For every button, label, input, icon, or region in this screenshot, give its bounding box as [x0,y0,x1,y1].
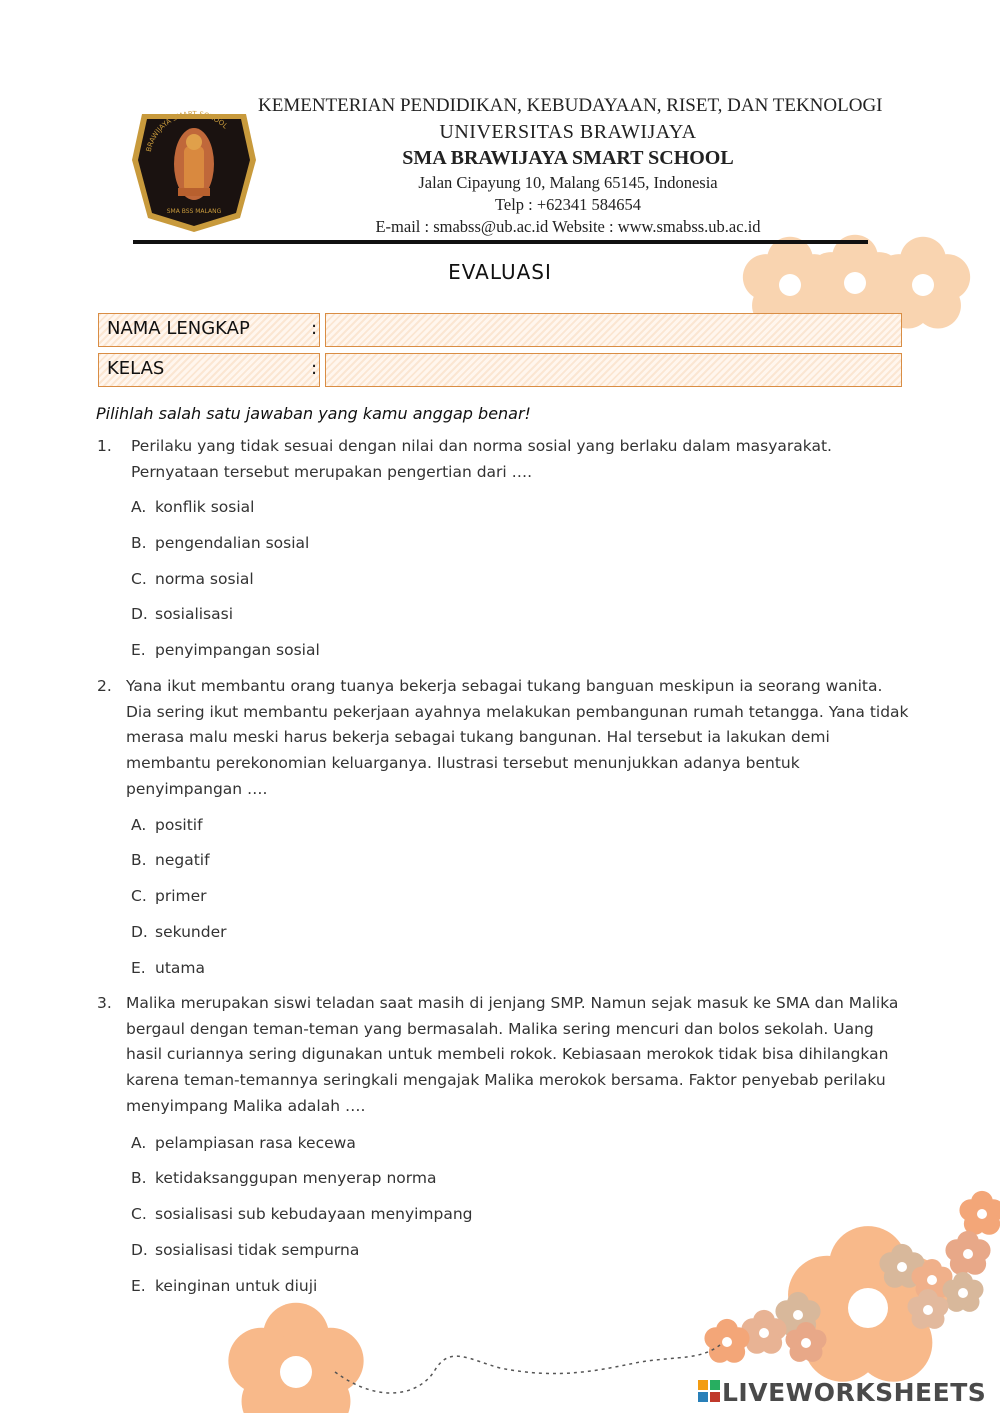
answer-option[interactable]: D. sekunder [131,923,227,941]
answer-option[interactable]: B. pengendalian sosial [131,534,310,552]
class-label: KELAS [107,358,165,379]
ministry-line: KEMENTERIAN PENDIDIKAN, KEBUDAYAAN, RISET, DAN TEKNOLOGI [258,95,883,116]
question-text: Malika merupakan siswi teladan saat masih di jenjang SMP. Namun sejak masuk ke SMA dan Malika bergaul dengan teman-teman yang bermasalah. Malika sering mencuri dan bolos sekolah. Uang hasil curiannya sering digunakan untuk membeli rokok. Kebiasaan merokok tidak bisa dihilangkan karena teman-temannya seringkali mengajak Malika merokok bersama. Faktor penyebab perilaku menyimpang Malika adalah …. [126,994,899,1115]
answer-option[interactable]: C. primer [131,887,207,905]
name-label: NAMA LENGKAP [107,318,250,339]
answer-option[interactable]: A. positif [131,816,203,834]
dashed-trail [335,1345,720,1393]
contact-line: E-mail : smabss@ub.ac.id Website : www.smabss.ub.ac.id [375,217,761,236]
answer-option[interactable]: E. utama [131,959,205,977]
name-input[interactable] [325,313,902,347]
phone-line: Telp : +62341 584654 [494,195,642,214]
flower-icon [704,1191,1000,1382]
answer-option[interactable]: E. keinginan untuk diuji [131,1277,318,1295]
liveworksheets-logo-icon [698,1380,720,1402]
answer-option[interactable]: E. penyimpangan sosial [131,641,320,659]
header-rule [133,240,868,244]
answer-option[interactable]: D. sosialisasi [131,605,234,623]
question-number: 2. [97,677,112,695]
university-line: UNIVERSITAS BRAWIJAYA [439,121,697,143]
answer-option[interactable]: A. konflik sosial [131,498,255,516]
school-logo [128,100,260,235]
answer-option[interactable]: D. sosialisasi tidak sempurna [131,1241,360,1259]
answer-option[interactable]: C. norma sosial [131,570,254,588]
name-label-box [98,313,320,347]
flower-icon [228,1303,363,1413]
question-text: Yana ikut membantu orang tuanya bekerja sebagai tukang banguan meskipun ia seorang wanita. Dia sering ikut membantu pekerjaan ayahnya melakukan pembangunan rumah tetangga. Yana tidak merasa malu meski harus bekerja sebagai tukang bangunan. Hal tersebut ia lakukan demi membantu perekonomian keluarganya. Ilustrasi tersebut menunjukkan adanya bentuk penyimpangan …. [126,677,909,798]
class-colon: : [311,358,318,379]
class-input[interactable] [325,353,902,387]
logo-text-top: BRAWIJAYA SMART SCHOOL [144,109,230,153]
answer-option[interactable]: B. ketidaksanggupan menyerap norma [131,1169,437,1187]
question-text: Perilaku yang tidak sesuai dengan nilai dan norma sosial yang berlaku dalam masyarakat. Pernyataan tersebut merupakan pengertian dari …. [131,437,832,481]
question-number: 1. [97,437,112,455]
instruction-text: Pilihlah salah satu jawaban yang kamu anggap benar! [96,404,531,423]
school-name-line: SMA BRAWIJAYA SMART SCHOOL [402,147,734,169]
logo-text-bottom: SMA BSS MALANG [166,208,222,215]
answer-option[interactable]: A. pelampiasan rasa kecewa [131,1134,356,1152]
brand-name: LIVEWORKSHEETS [722,1378,987,1407]
answer-option[interactable]: C. sosialisasi sub kebudayaan menyimpang [131,1205,473,1223]
class-label-box [98,353,320,387]
address-line: Jalan Cipayung 10, Malang 65145, Indonesia [418,173,718,192]
name-colon: : [311,318,318,339]
page-title: EVALUASI [448,260,552,284]
question-number: 3. [97,994,112,1012]
answer-option[interactable]: B. negatif [131,851,210,869]
